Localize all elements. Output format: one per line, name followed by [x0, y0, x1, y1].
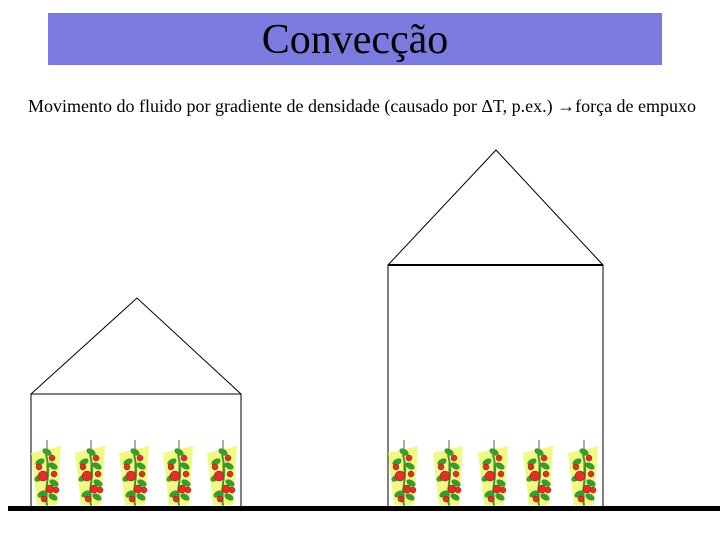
tomato-plant	[31, 440, 61, 506]
tomato-plant	[119, 440, 149, 506]
small-greenhouse-roof	[31, 298, 241, 394]
tomato-plant	[163, 440, 193, 506]
tomato-plant	[75, 440, 105, 506]
tomato-plant	[388, 440, 418, 506]
tall-greenhouse-roof	[388, 150, 603, 265]
ground-line	[8, 506, 720, 511]
tomato-plant	[523, 440, 553, 506]
slide-title: Convecção	[261, 17, 449, 63]
slide-description: Movimento do fluido por gradiente de densidade (causado por ΔT, p.ex.) →força de empuxo	[28, 96, 697, 116]
tomato-plant	[433, 440, 463, 506]
tomato-plants	[31, 440, 598, 506]
tomato-plant	[478, 440, 508, 506]
tomato-plant	[568, 440, 598, 506]
tomato-plant	[207, 440, 237, 506]
